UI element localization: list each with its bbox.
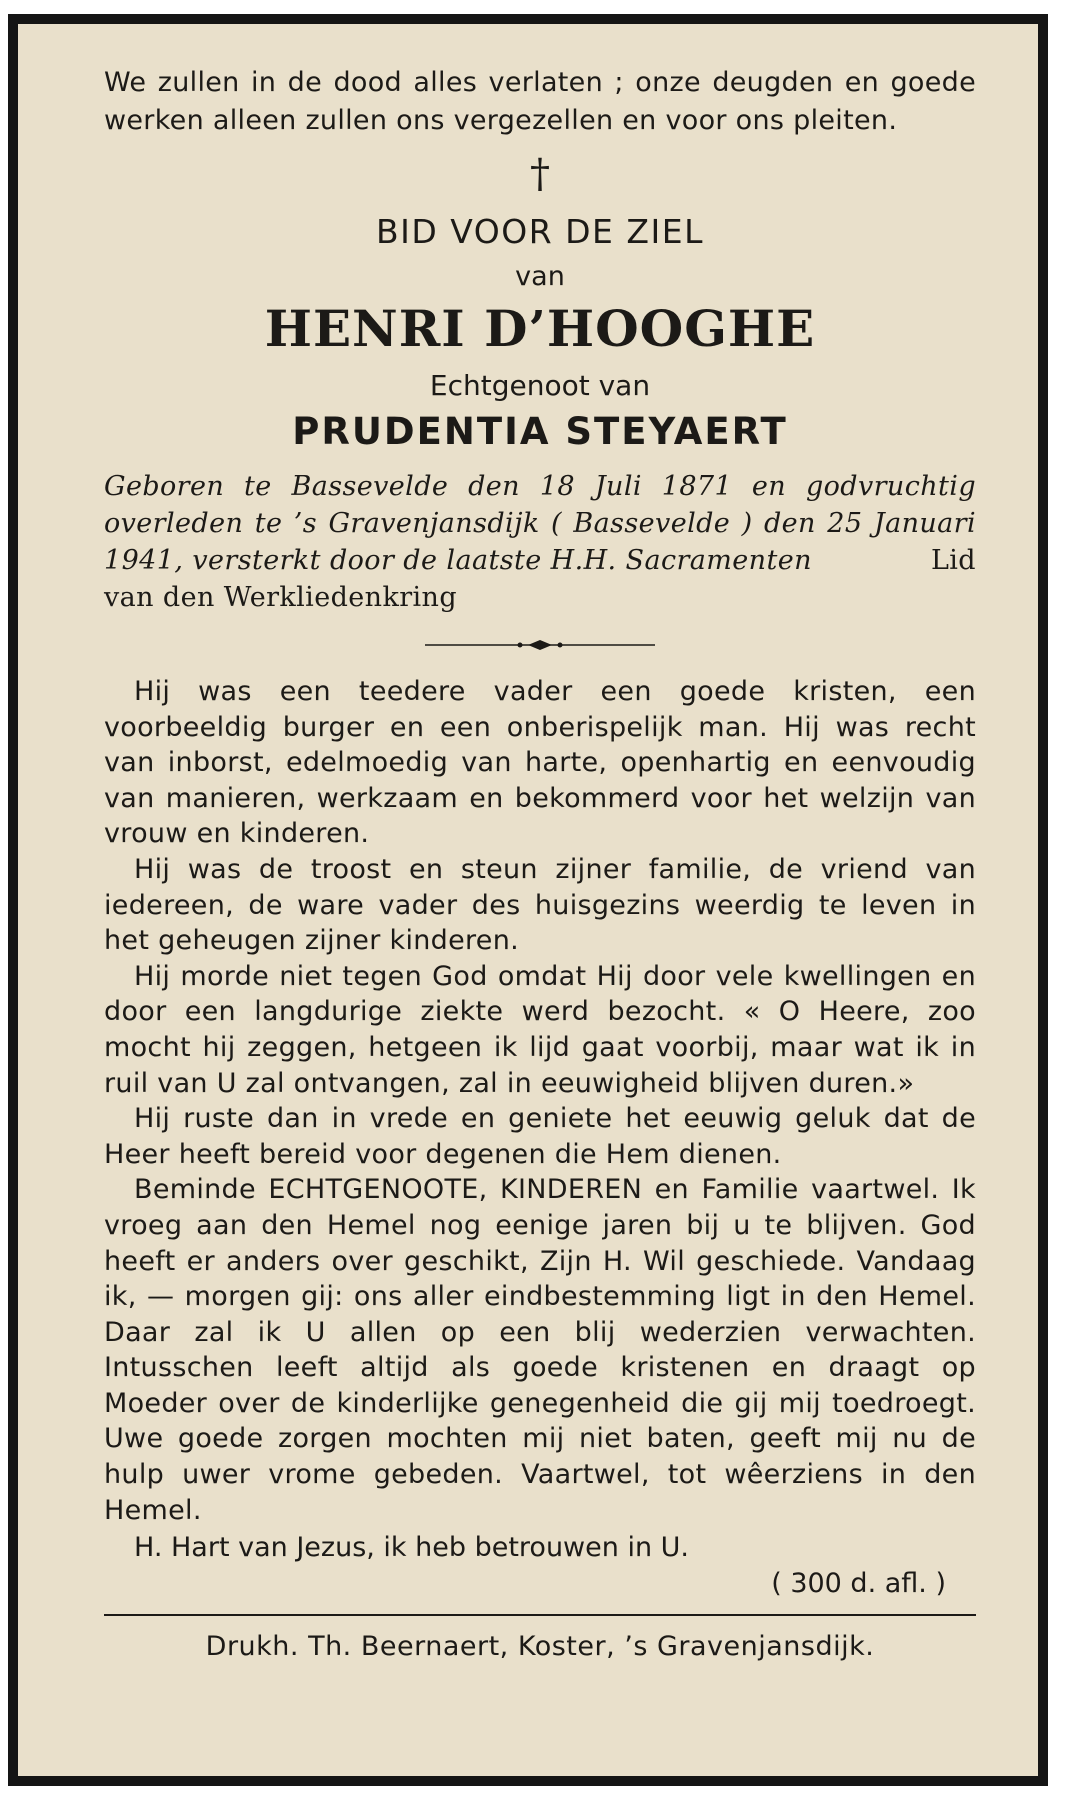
eulogy-paragraph: Hij was de troost en steun zijner familie, de vriend van iedereen, de ware vader des huisgezins weerdig te leven in het geheugen zijner kinderen. [104, 853, 976, 957]
eulogy-paragraph: Hij morde niet tegen God omdat Hij door vele kwellingen en door een langdurige ziekte werd bezocht. « O Heere, zoo mocht hij zeggen, hetgeen ik lijd gaat voorbij, maar wat ik in ruil van U zal ontvangen, zal in eeuwigheid blijven duren.» [104, 960, 976, 1099]
deceased-name: HENRI D’HOOGHE [264, 299, 816, 358]
spouse-label: Echtgenoot van [429, 369, 651, 402]
membership-text: Lid van den Werkliedenkring [104, 545, 976, 613]
eulogy-paragraph: Hij was een teedere vader een goede kristen, een voorbeeldig burger en een onberispelijk man. Hij was recht van inborst, edelmoedig van harte, openhartig en eenvoudig van manieren, werkzaam en bekommerd voor het welzijn van vrouw en kinderen. [104, 676, 976, 850]
closing-prayer: H. Hart van Jezus, ik heb betrouwen in U. [134, 1532, 689, 1564]
ornament-divider-icon [425, 638, 655, 652]
opening-quote: We zullen in de dood alles verlaten ; onze deugden en goede werken alleen zullen ons vergezellen en voor ons pleiten. [104, 67, 976, 136]
memorial-card [8, 14, 1048, 1786]
birth-death-text: Geboren te Bassevelde den 18 Juli 1871 en godvruchtig overleden te ’s Gravenjansdijk ( Bassevelde ) den 25 Januari 1941, versterkt door de laatste H.H. Sacramenten [104, 471, 976, 576]
eulogy-body [104, 674, 976, 1528]
prayer-heading: BID VOOR DE ZIEL [376, 212, 704, 251]
birth-death-details [104, 468, 976, 616]
van-label: van [515, 261, 565, 292]
spouse-name: PRUDENTIA STEYAERT [292, 410, 788, 453]
footer-divider [104, 1614, 976, 1616]
printer-credit: Drukh. Th. Beernaert, Koster, ’s Gravenjansdijk. [205, 1631, 875, 1663]
cross-icon: † [530, 151, 550, 197]
indulgence-note: ( 300 d. afl. ) [771, 1568, 946, 1600]
eulogy-paragraph: Hij ruste dan in vrede en geniete het eeuwig geluk dat de Heer heeft bereid voor degenen die Hem dienen. [104, 1103, 976, 1170]
farewell-paragraph: Beminde ECHTGENOOTE, KINDEREN en Familie vaartwel. Ik vroeg aan den Hemel nog eenige jaren bij u te blijven. God heeft er anders over geschikt, Zijn H. Wil geschiede. Vandaag ik, — morgen gij: ons aller eindbestemming ligt in den Hemel. Daar zal ik U allen op een blij wederzien verwachten. Intusschen leeft altijd als goede kristenen en draagt op Moeder over de kinderlijke genegenheid die gij mij toedroegt. Uwe goede zorgen mochten mij niet baten, geeft mij nu de hulp uwer vrome gebeden. Vaartwel, tot wêerziens in den Hemel. [104, 1174, 976, 1526]
card-content [104, 64, 976, 1666]
